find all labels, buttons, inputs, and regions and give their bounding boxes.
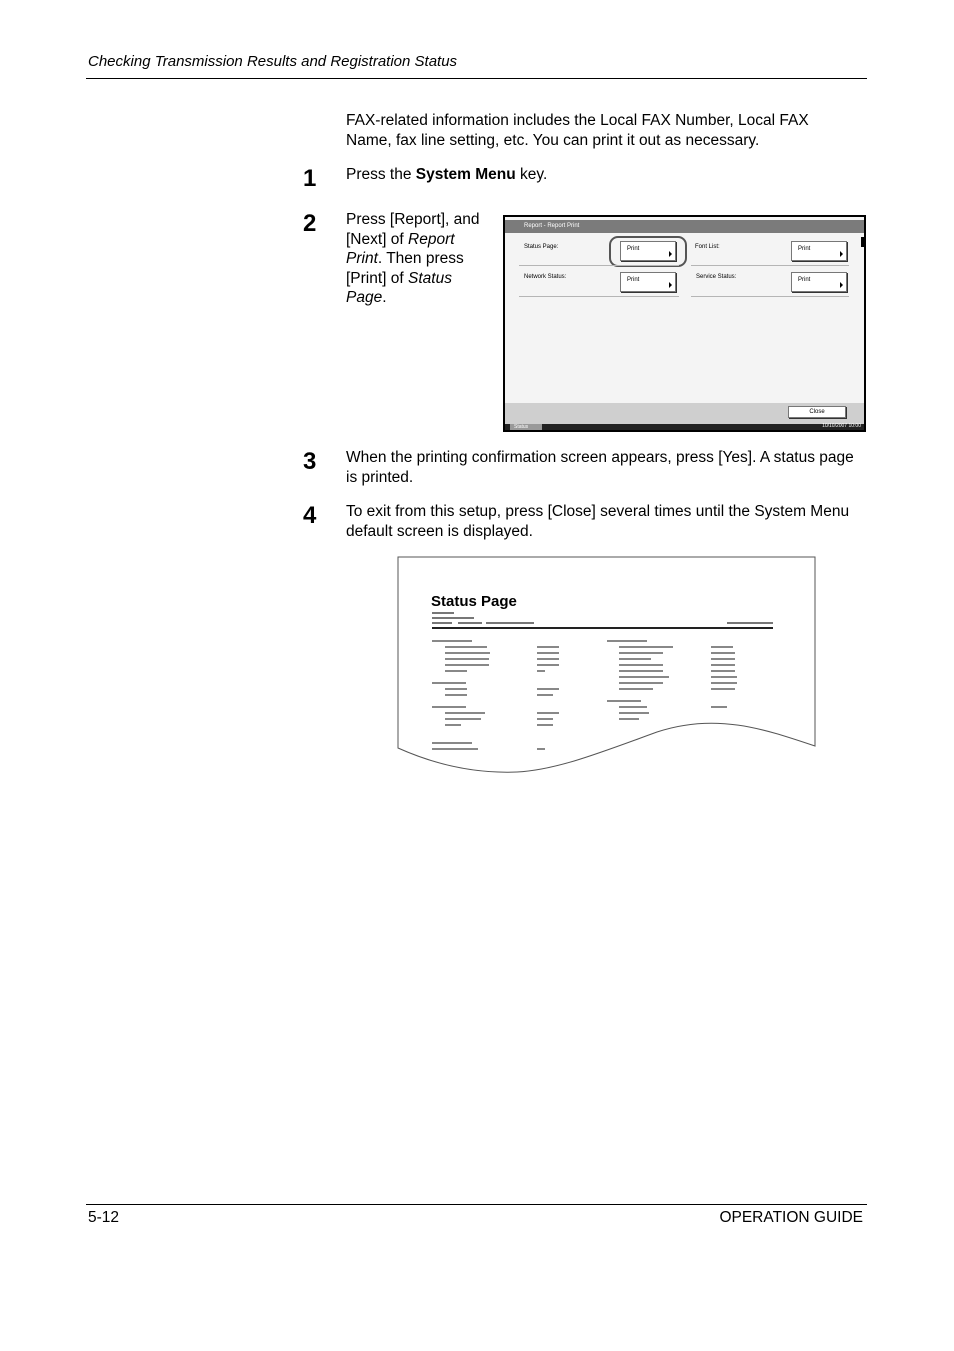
row-divider xyxy=(691,296,849,297)
status-page-label: Status Page: xyxy=(524,244,559,250)
right-arrow-icon xyxy=(840,282,843,288)
network-status-print-button[interactable]: Print xyxy=(620,272,676,292)
step-number-1: 1 xyxy=(303,165,317,192)
panel-scrollbar[interactable] xyxy=(861,237,864,247)
running-header: Checking Transmission Results and Registration Status xyxy=(88,53,458,70)
report-print-panel xyxy=(503,215,866,432)
close-button[interactable]: Close xyxy=(788,406,846,418)
system-menu-key: System Menu xyxy=(415,166,516,183)
right-arrow-icon xyxy=(669,282,672,288)
page-number: 5-12 xyxy=(88,1209,120,1226)
highlight-circle xyxy=(609,236,687,267)
row-divider xyxy=(519,296,679,297)
right-arrow-icon xyxy=(840,251,843,257)
status-tab[interactable]: Status xyxy=(510,424,542,430)
row-divider xyxy=(519,265,679,266)
status-page-sheet xyxy=(397,556,816,773)
font-list-label: Font List: xyxy=(695,244,720,250)
font-list-print-button[interactable]: Print xyxy=(791,241,847,261)
step-number-2: 2 xyxy=(303,210,317,237)
step-4-text: To exit from this setup, press [Close] several times until the System Menu default screen is displayed. xyxy=(346,503,850,540)
panel-title: Report - Report Print xyxy=(505,220,864,233)
row-divider xyxy=(691,265,849,266)
datetime-display: 10/10/2007 10:00 xyxy=(822,423,861,429)
step-1-text: Press the System Menu key. xyxy=(346,166,548,183)
footer-rule xyxy=(86,1204,867,1205)
step-2-text: Press [Report], and [Next] of Report Print. Then press [Print] of Status Page. xyxy=(346,211,480,306)
status-page-illustration xyxy=(397,556,816,773)
network-status-label: Network Status: xyxy=(524,274,567,280)
intro-paragraph: FAX-related information includes the Local FAX Number, Local FAX Name, fax line setting, etc. You can print it out as necessary. xyxy=(346,112,809,149)
status-page-title: Status Page xyxy=(431,593,517,610)
header-rule xyxy=(86,78,867,79)
step-number-3: 3 xyxy=(303,448,317,475)
service-status-label: Service Status: xyxy=(696,274,737,280)
status-page-print-button[interactable]: Print xyxy=(620,241,676,261)
guide-title: OPERATION GUIDE xyxy=(719,1209,863,1226)
step-number-4: 4 xyxy=(303,502,317,529)
service-status-print-button[interactable]: Print xyxy=(791,272,847,292)
step-3-text: When the printing confirmation screen appears, press [Yes]. A status page is printed. xyxy=(346,449,854,486)
status-bar xyxy=(505,424,864,430)
